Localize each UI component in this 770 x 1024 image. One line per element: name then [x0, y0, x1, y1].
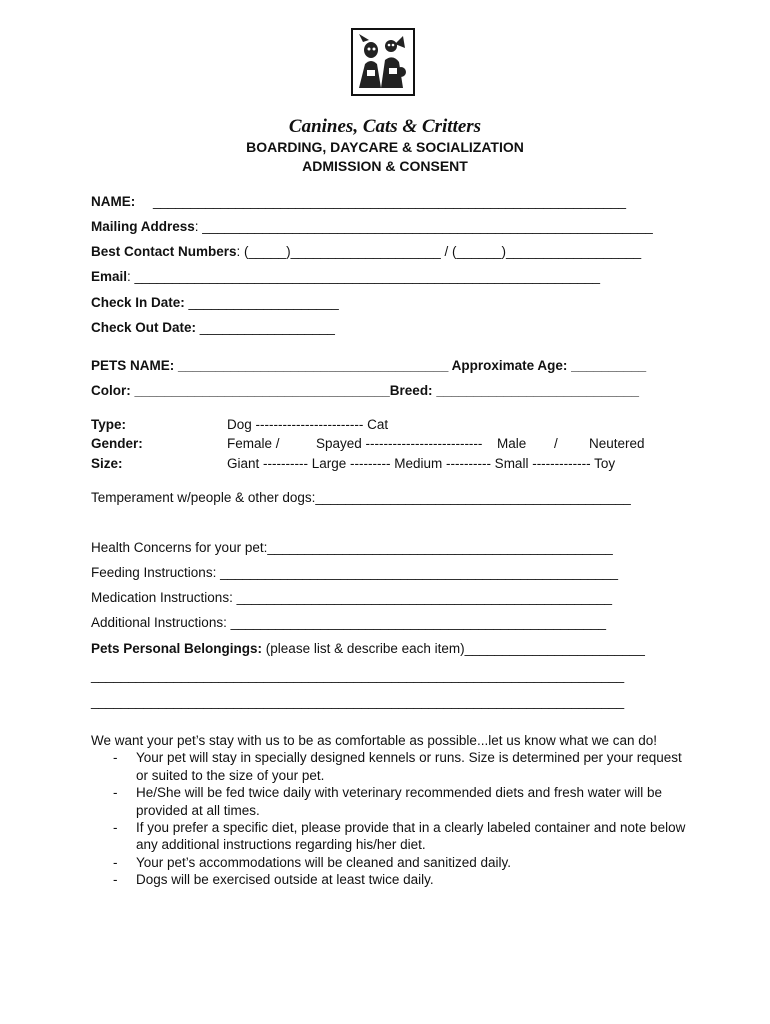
color-label: Color: [91, 383, 131, 398]
gender-female-option[interactable]: Female / [227, 436, 280, 451]
email-label: Email [91, 269, 128, 284]
checkin-label: Check In Date: [91, 295, 185, 310]
checkin-row [91, 295, 339, 310]
policy-list [91, 749, 691, 888]
pets-name-label: PETS NAME: [91, 358, 175, 373]
approx-age-field[interactable]: __________ [571, 358, 647, 373]
type-options[interactable]: Dog ------------------------ Cat [227, 417, 389, 432]
mailing-label: Mailing Address [91, 219, 195, 234]
brand-title: Canines, Cats & Critters [288, 116, 482, 137]
color-field[interactable]: __________________________________ [134, 383, 390, 398]
size-options[interactable]: Giant ---------- Large --------- Medium ---------- Small ------------- Toy [227, 456, 616, 471]
policy-intro: We want your pet’s stay with us to be as comfortable as possible...let us know what we can do! [91, 733, 658, 748]
gender-separator: / [554, 436, 558, 451]
list-dash: - [113, 750, 118, 766]
policy-item: - Your pet’s accommodations will be cleaned and sanitized daily. [113, 854, 511, 870]
temperament-field[interactable]: Temperament w/people & other dogs:__________________________________________ [91, 490, 631, 505]
pets-name-field[interactable]: ____________________________________ [178, 358, 449, 373]
policy-item: - Your pet will stay in specially designed kennels or runs. Size is determined per your request or suited to the size of your pet. [113, 750, 682, 783]
name-field[interactable]: _______________________________________________________________ [153, 194, 627, 209]
belongings-row [91, 641, 645, 656]
checkout-field[interactable]: __________________ [199, 320, 335, 335]
policy-section [91, 732, 691, 889]
gender-spayed-option[interactable]: Spayed -------------------------- [316, 436, 483, 451]
additional-instructions-field[interactable]: Additional Instructions: __________________________________________________ [91, 615, 606, 630]
feeding-instructions-field[interactable]: Feeding Instructions: _____________________________________________________ [91, 565, 618, 580]
mailing-row [91, 219, 653, 234]
list-dash: - [113, 872, 118, 888]
name-label: NAME: [91, 194, 136, 209]
type-label: Type: [91, 417, 127, 432]
email-row [91, 269, 600, 284]
gender-male-option[interactable]: Male [497, 436, 527, 451]
pets-name-row [91, 358, 646, 373]
form-subtitle-services: BOARDING, DAYCARE & SOCIALIZATION [246, 139, 524, 155]
medication-instructions-field[interactable]: Medication Instructions: __________________________________________________ [91, 590, 612, 605]
approx-age-label: Approximate Age: [451, 358, 568, 373]
mailing-field[interactable]: : ____________________________________________________________ [194, 219, 653, 234]
gender-neutered-option[interactable]: Neutered [589, 436, 645, 451]
contact-row [91, 244, 641, 259]
health-concerns-field[interactable]: Health Concerns for your pet:______________________________________________ [91, 540, 613, 555]
checkout-label: Check Out Date: [91, 320, 197, 335]
contact-label: Best Contact Numbers [91, 244, 237, 259]
email-field[interactable]: : ______________________________________________________________ [127, 269, 601, 284]
size-label: Size: [91, 456, 123, 471]
list-dash: - [113, 785, 118, 801]
breed-label: Breed: [389, 383, 433, 398]
belongings-blank-line-1[interactable]: _______________________________________________________________________ [91, 668, 625, 683]
form-subtitle-consent: ADMISSION & CONSENT [302, 158, 468, 174]
list-dash: - [113, 854, 118, 870]
belongings-field[interactable]: (please list & describe each item)________________________ [262, 641, 645, 656]
gender-label: Gender: [91, 436, 143, 451]
belongings-label: Pets Personal Belongings: [91, 641, 263, 656]
company-logo [351, 28, 415, 96]
name-row [91, 194, 626, 209]
checkout-row [91, 320, 335, 335]
contact-field[interactable]: : (_____)____________________ / (______)__________________ [236, 244, 642, 259]
checkin-field[interactable]: ____________________ [188, 295, 339, 310]
policy-item: - He/She will be fed twice daily with veterinary recommended diets and fresh water will be provided at all times. [113, 785, 662, 818]
policy-item: - If you prefer a specific diet, please provide that in a clearly labeled container and note below any additional instructions regarding his/her diet. [113, 820, 686, 853]
color-row [91, 383, 639, 398]
belongings-blank-line-2[interactable]: _______________________________________________________________________ [91, 694, 625, 709]
policy-item: - Dogs will be exercised outside at least twice daily. [113, 872, 434, 888]
list-dash: - [113, 820, 118, 836]
breed-field[interactable]: ___________________________ [436, 383, 640, 398]
